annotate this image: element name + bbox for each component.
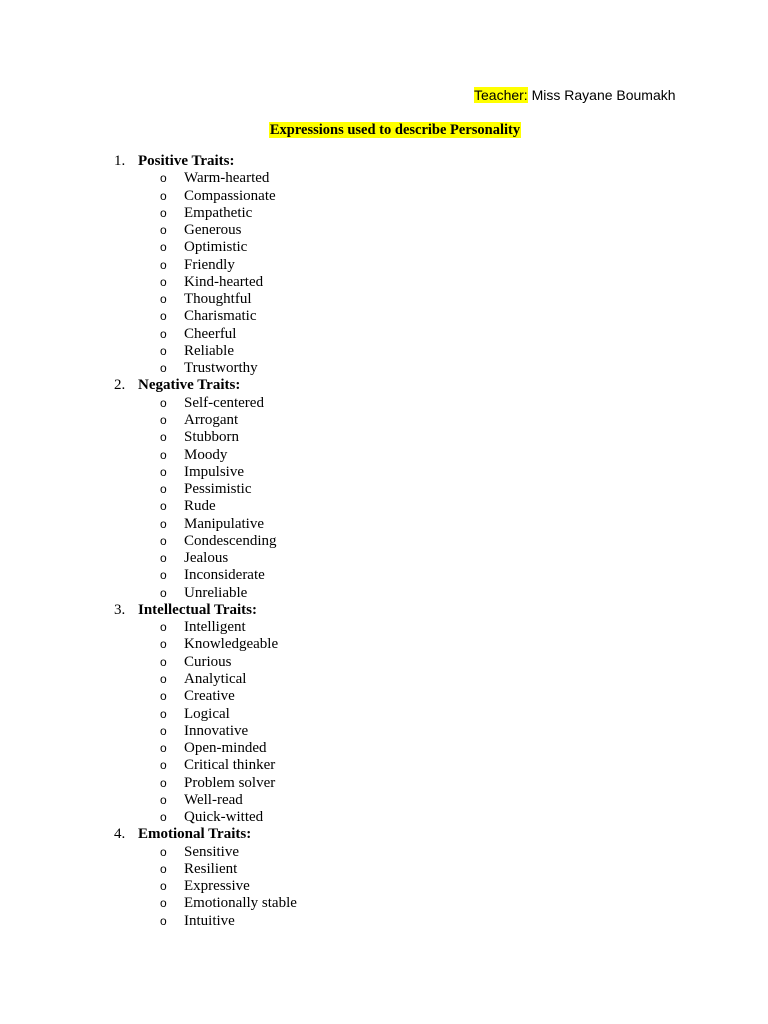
bullet-icon: o <box>160 274 167 289</box>
bullet-icon: o <box>160 205 167 220</box>
teacher-line <box>474 86 676 104</box>
bullet-icon: o <box>160 257 167 272</box>
bullet-icon: o <box>160 516 167 531</box>
section-heading-label: Positive Traits: <box>138 153 235 169</box>
section-number: 1. <box>114 153 126 169</box>
list-item-label: Knowledgeable <box>184 636 279 653</box>
list-item-label: Charismatic <box>184 308 257 325</box>
bullet-icon: o <box>160 447 167 462</box>
list-item-label: Optimistic <box>184 239 248 256</box>
list-item-label: Critical thinker <box>184 757 276 774</box>
list-item-label: Impulsive <box>184 463 244 480</box>
bullet-icon: o <box>160 689 167 704</box>
list-item-label: Quick-witted <box>184 809 264 826</box>
bullet-icon: o <box>160 533 167 548</box>
bullet-icon: o <box>160 758 167 773</box>
bullet-icon: o <box>160 292 167 307</box>
list-item-label: Curious <box>184 653 232 670</box>
bullet-icon: o <box>160 706 167 721</box>
list-item-label: Innovative <box>184 722 249 739</box>
bullet-icon: o <box>160 913 167 928</box>
bullet-icon: o <box>160 568 167 583</box>
list-item-label: Unreliable <box>184 584 248 601</box>
bullet-icon: o <box>160 482 167 497</box>
document-title <box>0 121 768 139</box>
section-number: 2. <box>114 377 126 394</box>
bullet-icon: o <box>160 844 167 859</box>
bullet-icon: o <box>160 637 167 652</box>
bullet-icon: o <box>160 361 167 376</box>
bullet-icon: o <box>160 741 167 756</box>
list-item-label: Generous <box>184 222 242 239</box>
bullet-icon: o <box>160 240 167 255</box>
bullet-icon: o <box>160 412 167 427</box>
bullet-icon: o <box>160 775 167 790</box>
bullet-icon: o <box>160 430 167 445</box>
bullet-icon: o <box>160 671 167 686</box>
list-item-label: Rude <box>184 498 216 515</box>
list-item-label: Inconsiderate <box>184 567 265 584</box>
list-item-label: Analytical <box>184 670 247 687</box>
list-item-label: Intuitive <box>184 912 235 929</box>
bullet-icon: o <box>160 585 167 600</box>
list-item-label: Cheerful <box>184 325 237 342</box>
bullet-icon: o <box>160 464 167 479</box>
section-heading-label: Intellectual Traits: <box>138 601 258 618</box>
list-item-label: Reliable <box>184 342 234 359</box>
bullet-icon: o <box>160 188 167 203</box>
list-item-label: Stubborn <box>184 429 240 446</box>
list-item-label: Problem solver <box>184 774 276 791</box>
bullet-icon: o <box>160 792 167 807</box>
list-item-label: Moody <box>184 446 228 463</box>
bullet-icon: o <box>160 171 167 186</box>
list-item-label: Self-centered <box>184 394 264 411</box>
list-item-label: Open-minded <box>184 740 267 757</box>
list-item-label: Trustworthy <box>184 360 258 377</box>
list-item-label: Creative <box>184 688 235 705</box>
list-item-label: Sensitive <box>184 843 239 860</box>
list-item-label: Well-read <box>184 791 243 808</box>
bullet-icon: o <box>160 810 167 825</box>
section-number: 4. <box>114 826 126 843</box>
bullet-icon: o <box>160 879 167 894</box>
bullet-icon: o <box>160 620 167 635</box>
section-number: 3. <box>114 601 126 618</box>
bullet-icon: o <box>160 343 167 358</box>
list-item-label: Empathetic <box>184 204 253 221</box>
list-item-label: Expressive <box>184 878 250 895</box>
list-item-label: Friendly <box>184 256 235 273</box>
list-item-label: Intelligent <box>184 619 246 636</box>
list-item-label: Manipulative <box>184 515 264 532</box>
teacher-label: Teacher: <box>474 87 528 103</box>
list-item-label: Compassionate <box>184 187 276 204</box>
bullet-icon: o <box>160 551 167 566</box>
bullet-icon: o <box>160 326 167 341</box>
bullet-icon: o <box>160 896 167 911</box>
bullet-icon: o <box>160 654 167 669</box>
bullet-icon: o <box>160 723 167 738</box>
list-item-label: Resilient <box>184 860 238 877</box>
list-item-label: Arrogant <box>184 411 239 428</box>
section-heading-label: Emotional Traits: <box>138 826 252 843</box>
list-item-label: Thoughtful <box>184 291 252 308</box>
bullet-icon: o <box>160 499 167 514</box>
list-item-label: Warm-hearted <box>184 170 270 187</box>
bullet-icon: o <box>160 395 167 410</box>
list-item-label: Emotionally stable <box>184 895 297 912</box>
section-heading-label: Negative Traits: <box>138 377 241 394</box>
list-item-label: Logical <box>184 705 230 722</box>
bullet-icon: o <box>160 223 167 238</box>
list-item-label: Pessimistic <box>184 481 252 498</box>
teacher-name: Miss Rayane Boumakh <box>527 87 676 103</box>
list-item-label: Condescending <box>184 532 277 549</box>
bullet-icon: o <box>160 861 167 876</box>
list-item-label: Kind-hearted <box>184 273 264 290</box>
document-title-text: Expressions used to describe Personality <box>269 122 521 138</box>
list-item-label: Jealous <box>184 550 229 567</box>
bullet-icon: o <box>160 309 167 324</box>
